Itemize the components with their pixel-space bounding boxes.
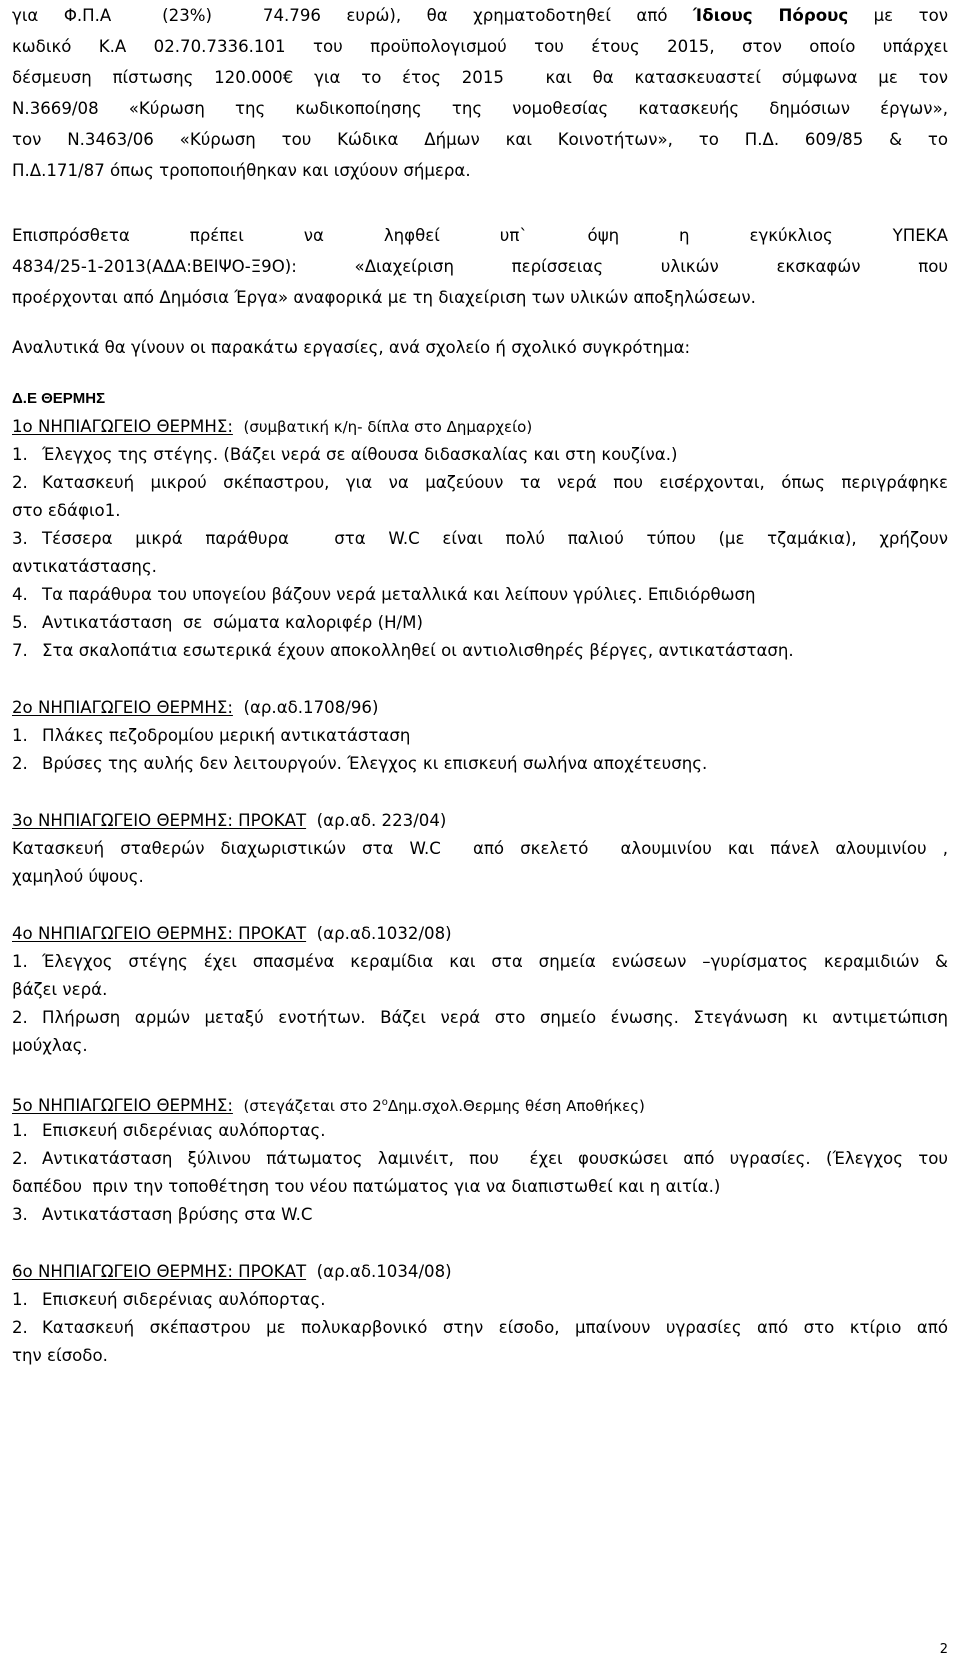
list-item-continuation: βάζει νερά. (12, 980, 108, 999)
kg4-note: (αρ.αδ.1032/08) (316, 924, 452, 943)
list-item: 4. Τα παράθυρα του υπογείου βάζουν νερά μεταλλικά και λείπουν γρύλιες. Επιδιόρθωση (12, 585, 756, 604)
list-item: 2. Κατασκευή μικρού σκέπαστρου, για να μαζεύουν τα νερά που εισέρχονται, όπως περιγράφηκε (12, 473, 948, 492)
intro-line-2: κωδικό Κ.Α 02.70.7336.101 του προϋπολογισμού του έτους 2015, στον οποίο υπάρχει (12, 37, 948, 56)
kg3-text: Κατασκευή σταθερών διαχωριστικών στα W.C από σκελετό αλουμινίου και πάνελ αλουμινίου , (12, 839, 948, 858)
intro-line-3: δέσμευση πίστωσης 120.000€ για το έτος 2015 και θα κατασκευαστεί σύμφωνα με τον (12, 68, 948, 87)
list-item-continuation: στο εδάφιο1. (12, 501, 121, 520)
list-item: 2. Πλήρωση αρμών μεταξύ ενοτήτων. Βάζει νερά στο σημείο ένωσης. Στεγάνωση κι αντιμετώπιση (12, 1008, 948, 1027)
kg2-name: 2ο ΝΗΠΙΑΓΩΓΕΙΟ ΘΕΡΜΗΣ: (12, 698, 233, 717)
kg5-note: (στεγάζεται στο $2^o\Delta\eta\mu.\sigma\chi o\lambda.\Theta\varepsilon\rho\mu\eta\varsigma$ θέση Αποθήκες) (243, 1097, 645, 1115)
intro-line-4: Ν.3669/08 «Κύρωση της κωδικοποίησης της νομοθεσίας κατασκευής δημόσιων έργων», (12, 99, 948, 118)
list-item: 3. Αντικατάσταση βρύσης στα W.C (12, 1205, 313, 1224)
list-item: 7. Στα σκαλοπάτια εσωτερικά έχουν αποκολληθεί οι αντιολισθηρές βέργες, αντικατάσταση. (12, 641, 794, 660)
kg3-text-continuation: χαμηλού ύψους. (12, 867, 144, 886)
list-item: 1. Επισκευή σιδερένιας αυλόπορτας. (12, 1121, 326, 1140)
list-item: 1. Επισκευή σιδερένιας αυλόπορτας. (12, 1290, 326, 1309)
list-item: 2. Κατασκευή σκέπαστρου με πολυκαρβονικό στην είσοδο, μπαίνουν υγρασίες από στο κτίριο από (12, 1318, 948, 1337)
kg5-name: 5ο ΝΗΠΙΑΓΩΓΕΙΟ ΘΕΡΜΗΣ: (12, 1096, 233, 1115)
summary-line: Αναλυτικά θα γίνουν οι παρακάτω εργασίες, ανά σχολείο ή σχολικό συγκρότημα: (12, 338, 691, 357)
page-number: 2 (939, 1642, 948, 1657)
list-item: 2. Βρύσες της αυλής δεν λειτουργούν. Έλεγχος κι επισκευή σωλήνα αποχέτευσης. (12, 754, 708, 773)
list-item-continuation: αντικατάστασης. (12, 557, 157, 576)
list-item: 2. Αντικατάσταση ξύλινου πάτωματος λαμινέιτ, που έχει φουσκώσει από υγρασίες. (Έλεγχος του (12, 1149, 948, 1168)
list-item: 1. Έλεγχος στέγης έχει σπασμένα κεραμίδια και στα σημεία ενώσεων –γυρίσματος κεραμιδιών & (12, 952, 948, 971)
kg6-name: 6ο ΝΗΠΙΑΓΩΓΕΙΟ ΘΕΡΜΗΣ: ΠΡΟΚΑΤ (12, 1262, 307, 1281)
list-item: 5. Αντικατάσταση σε σώματα καλοριφέρ (Η/Μ) (12, 613, 423, 632)
kg1-name: 1ο ΝΗΠΙΑΓΩΓΕΙΟ ΘΕΡΜΗΣ: (12, 417, 233, 436)
intro-line-1: για Φ.Π.Α (23%) 74.796 ευρώ), θα χρηματοδοτηθεί από Ίδιους Πόρους με τον (12, 6, 948, 25)
intro-line-5: τον Ν.3463/06 «Κύρωση του Κώδικα Δήμων και Κοινοτήτων», το Π.Δ. 609/85 & το (12, 130, 948, 149)
list-item-continuation: δαπέδου πριν την τοποθέτηση του νέου πατώματος για να διαπιστωθεί και η αιτία.) (12, 1177, 721, 1196)
kg1-note: (συμβατική κ/η- δίπλα στο Δημαρχείο) (243, 418, 533, 436)
list-item-continuation: την είσοδο. (12, 1346, 108, 1365)
kg2-note: (αρ.αδ.1708/96) (243, 698, 379, 717)
kg3-note: (αρ.αδ. 223/04) (316, 811, 447, 830)
ypeka-line-1: Επισπρόσθετα πρέπει να ληφθεί υπ` όψη η εγκύκλιος ΥΠΕΚΑ (12, 226, 948, 245)
kg3-name: 3ο ΝΗΠΙΑΓΩΓΕΙΟ ΘΕΡΜΗΣ: ΠΡΟΚΑΤ (12, 811, 307, 830)
ypeka-line-3: προέρχονται από Δημόσια Έργα» αναφορικά με τη διαχείριση των υλικών αποξηλώσεων. (12, 288, 756, 307)
ypeka-line-2: 4834/25-1-2013(ΑΔΑ:ΒΕΙΨΟ-Ξ9Ο): «Διαχείριση περίσσειας υλικών εκσκαφών που (12, 257, 948, 276)
kg6-note: (αρ.αδ.1034/08) (316, 1262, 452, 1281)
intro-line-6: Π.Δ.171/87 όπως τροποποιήθηκαν και ισχύουν σήμερα. (12, 161, 471, 180)
list-item-continuation: μούχλας. (12, 1036, 88, 1055)
list-item: 1. Πλάκες πεζοδρομίου μερική αντικατάσταση (12, 726, 411, 745)
kg4-name: 4ο ΝΗΠΙΑΓΩΓΕΙΟ ΘΕΡΜΗΣ: ΠΡΟΚΑΤ (12, 924, 307, 943)
section-title: Δ.Ε ΘΕΡΜΗΣ (12, 390, 106, 407)
intro-bold-phrase: Ίδιους Πόρους (692, 6, 849, 25)
list-item: 3. Τέσσερα μικρά παράθυρα στα W.C είναι πολύ παλιού τύπου (με τζαμάκια), χρήζουν (12, 529, 948, 548)
list-item: 1. Έλεγχος της στέγης. (Βάζει νερά σε αίθουσα διδασκαλίας και στη κουζίνα.) (12, 445, 678, 464)
